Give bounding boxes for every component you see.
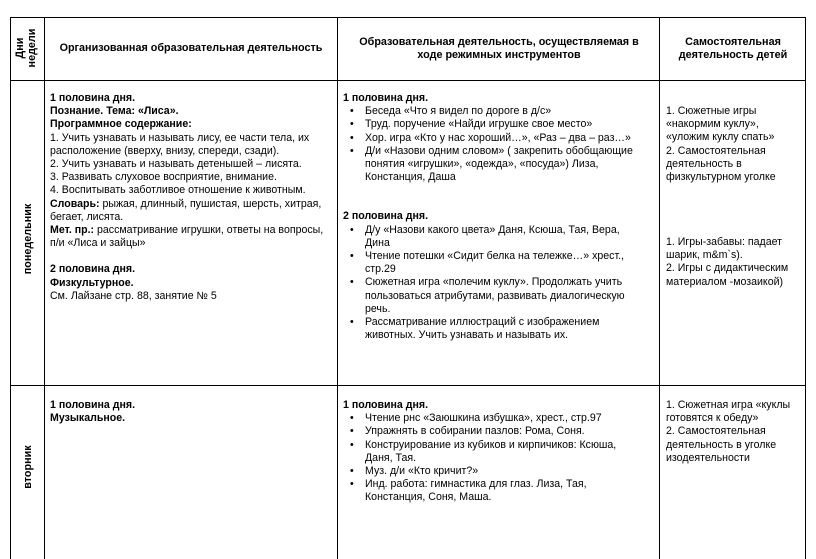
list-item: • Упражнять в собирании пазлов: Рома, Соня. xyxy=(343,425,643,438)
header-days-of-week xyxy=(14,22,38,74)
independent-item: 2. Самостоятельная деятельность в физкультурном уголке xyxy=(666,144,776,184)
monday-vocabulary xyxy=(50,198,332,224)
monday-independent-block-2 xyxy=(666,236,801,289)
table-row-divider xyxy=(10,385,806,386)
monday-program-item: 3. Развивать слуховое восприятие, внимание. xyxy=(50,171,277,184)
independent-item: 1. Сюжетные игры «накормим куклу», «уложим куклу спать» xyxy=(666,105,775,144)
list-item: • Муз. д/и «Кто кричит?» xyxy=(343,465,643,478)
monday-half2-reference: См. Лайзане стр. 88, занятие № 5 xyxy=(50,289,217,302)
vocab-label: Словарь: xyxy=(50,197,100,210)
methods-label: Мет. пр.: xyxy=(50,224,95,237)
header-days-line2: недели xyxy=(26,28,38,68)
list-item: • Хор. игра «Кто у нас хороший…», «Раз – два – раз…» xyxy=(343,132,643,145)
monday-regime-half1-title: 1 половина дня. xyxy=(343,92,429,104)
tuesday-regime-half1-title: 1 половина дня. xyxy=(343,399,429,411)
monday-program-item: 4. Воспитывать заботливое отношение к животным. xyxy=(50,184,306,197)
monday-regime-half1-list xyxy=(343,105,643,184)
independent-item: 2. Самостоятельная деятельность в уголке изодеятельности xyxy=(666,425,777,464)
monday-independent-block-1 xyxy=(666,105,801,184)
methods-text: рассматривание игрушки, ответы на вопросы, п/и «Лиса и зайцы» xyxy=(50,224,324,250)
list-item: • Д/и «Назови одним словом» ( закрепить обобщающие понятия «игрушки», «одежда», «посуда») Лиза, Констанция, Даша xyxy=(343,145,643,185)
monday-regime-half2-list xyxy=(343,224,643,343)
monday-half2-activity: Физкультурное. xyxy=(50,276,134,289)
independent-item: 1. Сюжетная игра «куклы готовятся к обеду» xyxy=(666,399,791,425)
day-label-tuesday: вторник xyxy=(22,445,34,489)
table-border-right xyxy=(805,17,806,559)
table-header-divider xyxy=(10,80,806,81)
monday-half1-title: 1 половина дня. xyxy=(50,92,136,104)
monday-methods xyxy=(50,224,332,250)
header-independent-activity: Самостоятельная деятельность детей xyxy=(678,35,788,61)
tuesday-regime-cell xyxy=(343,399,643,505)
list-item: • Конструирование из кубиков и кирпичиков: Ксюша, Даня, Тая. xyxy=(343,439,643,465)
header-regime-activity: Образовательная деятельность, осуществляемая в ходе режимных инструментов xyxy=(359,35,639,61)
list-item: • Чтение рнс «Заюшкина избушка», хрест., стр.97 xyxy=(343,412,643,425)
monday-program-item: 2. Учить узнавать и называть детенышей – лисята. xyxy=(50,158,302,171)
tuesday-organized-cell xyxy=(50,399,332,425)
table-col-divider-2 xyxy=(337,17,338,559)
list-item: • Рассматривание иллюстраций с изображением животных. Учить узнавать и называть их. xyxy=(343,316,643,342)
list-item: • Д/у «Назови какого цвета» Даня, Ксюша, Тая, Вера, Дина xyxy=(343,224,643,250)
header-organized-activity: Организованная образовательная деятельность xyxy=(59,42,323,55)
header-days-line1: Дни xyxy=(14,37,26,59)
independent-item: 1. Игры-забавы: падает шарик, m&m`s). xyxy=(666,236,782,262)
list-item: • Сюжетная игра «полечим куклу». Продолжать учить пользоваться атрибутами, развивать диалогическую речь. xyxy=(343,276,643,316)
list-item: • Труд. поручение «Найди игрушке свое место» xyxy=(343,118,643,131)
list-item: • Чтение потешки «Сидит белка на тележке…» хрест., стр.29 xyxy=(343,250,643,276)
monday-half2-title: 2 половина дня. xyxy=(50,263,136,276)
monday-regime-cell xyxy=(343,92,643,342)
list-item: • Беседа «Что я видел по дороге в д/с» xyxy=(343,105,643,118)
day-label-monday: понедельник xyxy=(22,203,34,275)
monday-regime-half2-title: 2 половина дня. xyxy=(343,210,429,223)
monday-program-item: 1. Учить узнавать и называть лису, ее части тела, их расположение (вверху, внизу, спереди, сзади). xyxy=(50,131,310,157)
tuesday-activity: Музыкальное. xyxy=(50,412,126,425)
tuesday-regime-half1-list xyxy=(343,412,643,504)
monday-organized-cell xyxy=(50,92,332,303)
list-item: • Инд. работа: гимнастика для глаз. Лиза, Тая, Констанция, Соня, Маша. xyxy=(343,478,643,504)
table-col-divider-3 xyxy=(659,17,660,559)
monday-topic: Познание. Тема: «Лиса». xyxy=(50,105,179,118)
independent-item: 2. Игры с дидактическим материалом -мозаикой) xyxy=(666,262,789,288)
monday-program-title: Программное содержание: xyxy=(50,118,192,131)
vocab-text: рыжая, длинный, пушистая, шерсть, хитрая, бегает, лисята. xyxy=(50,197,322,223)
tuesday-independent-block-1 xyxy=(666,399,801,465)
table-col-divider-1 xyxy=(44,17,45,559)
tuesday-half1-title: 1 половина дня. xyxy=(50,399,136,411)
table-border-left xyxy=(10,17,11,559)
